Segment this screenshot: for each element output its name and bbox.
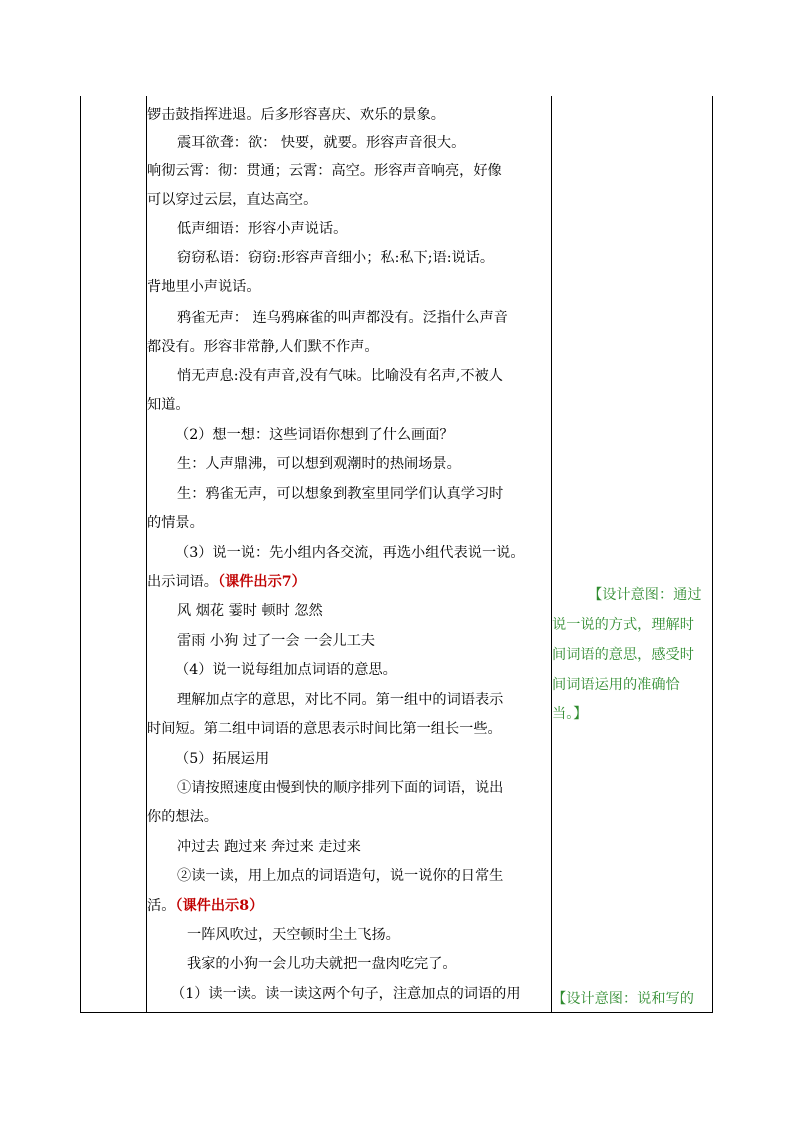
text-line: [147, 808, 218, 826]
text-line: [147, 897, 263, 915]
text-line: [147, 720, 502, 738]
text-line-content: 窃窃私语：窃窃:形容声音细小；私:私下;语:说话。: [177, 250, 495, 266]
text-line-content: （5）拓展运用: [175, 751, 270, 767]
text-line: [175, 544, 525, 562]
text-line: [177, 602, 323, 620]
table-divider-1: [146, 96, 147, 1013]
text-line: [177, 455, 461, 473]
text-line-content: （1）读一读。读一读这两个句子，注意加点的词语的用: [171, 986, 521, 1002]
table-border-right: [712, 96, 713, 1013]
text-line-content: 低声细语：形容小声说话。: [177, 221, 348, 237]
courseware-tag: （课件出示8）: [175, 898, 264, 914]
text-line: [187, 926, 400, 944]
text-line: [177, 134, 465, 152]
design-intent-line: 【设计意图：说和写的: [552, 991, 694, 1007]
text-line-content: ②读一读，用上加点的词语造句，说一说你的日常生: [177, 868, 504, 884]
text-line-content: （4）说一说每组加点词语的意思。: [175, 662, 397, 678]
text-line-content: 活。: [147, 898, 176, 914]
text-line: [177, 691, 503, 709]
text-line-content: 冲过去 跑过来 奔过来 走过来: [177, 839, 361, 855]
design-intent-line: 当。】: [552, 706, 588, 722]
text-line: [147, 106, 445, 124]
text-line-content: 可以穿过云层，直达高空。: [147, 192, 318, 208]
text-line-content: （2）想一想：这些词语你想到了什么画面？: [175, 427, 454, 443]
text-line-content: 锣击鼓指挥进退。后多形容喜庆、欢乐的景象。: [147, 107, 445, 123]
text-line-content: 背地里小声说话。: [147, 279, 261, 295]
text-line-content: 生：鸦雀无声，可以想象到教室里同学们认真学习时: [177, 486, 504, 502]
text-line: [147, 338, 379, 356]
text-line-content: 理解加点字的意思，对比不同。第一组中的词语表示: [177, 692, 504, 708]
text-line: [177, 367, 503, 385]
text-line-content: ①请按照速度由慢到快的顺序排列下面的词语，说出: [177, 780, 504, 796]
text-line: [177, 838, 361, 856]
text-line: [175, 750, 269, 768]
text-line-content: （3）说一说：先小组内各交流，再选小组代表说一说。: [175, 545, 525, 561]
text-line: [147, 573, 306, 591]
text-line-content: 的情景。: [147, 515, 204, 531]
text-line: [177, 485, 503, 503]
text-line-content: 鸦雀无声： 连乌鸦麻雀的叫声都没有。泛指什么声音: [177, 310, 508, 326]
courseware-tag: （课件出示7）: [217, 574, 306, 590]
design-intent-line: 间词语运用的准确恰: [552, 677, 680, 693]
text-line-content: 我家的小狗一会儿功夫就把一盘肉吃完了。: [187, 956, 457, 972]
text-line-content: 一阵风吹过，天空顿时尘土飞扬。: [187, 927, 400, 943]
design-intent-line: 说一说的方式，理解时: [552, 617, 694, 633]
text-line: [171, 985, 521, 1003]
text-line: [177, 249, 494, 267]
text-line: [177, 220, 347, 238]
text-line: [147, 396, 190, 414]
text-line-content: 响彻云霄：彻：贯通；云霄：高空。形容声音响亮，好像: [147, 163, 502, 179]
text-line-content: 你的想法。: [147, 809, 218, 825]
design-intent-line: 【设计意图：通过: [588, 587, 702, 603]
text-line: [175, 661, 397, 679]
text-line-content: 悄无声息:没有声音,没有气味。比喻没有名声,不被人: [177, 368, 503, 384]
text-line-content: 知道。: [147, 397, 190, 413]
table-border-bottom: [80, 1012, 713, 1013]
table-border-left: [80, 96, 81, 1013]
text-line-content: 生：人声鼎沸，可以想到观潮时的热闹场景。: [177, 456, 461, 472]
text-line: [147, 278, 261, 296]
text-line: [175, 426, 454, 444]
text-line: [177, 632, 375, 650]
text-line: [147, 191, 317, 209]
text-line-content: 震耳欲聋：欲： 快要，就要。形容声音很大。: [177, 135, 466, 151]
text-line: [147, 514, 204, 532]
text-line: [177, 867, 503, 885]
text-line-content: 时间短。第二组中词语的意思表示时间比第一组长一些。: [147, 721, 502, 737]
text-line: [177, 309, 508, 327]
table-divider-2: [551, 96, 552, 1013]
design-intent-line: 间词语的意思，感受时: [552, 647, 694, 663]
text-line-content: 风 烟花 霎时 顿时 忽然: [177, 603, 323, 619]
lesson-table: [80, 96, 713, 1013]
text-line-content: 出示词语。: [147, 574, 218, 590]
text-line: [177, 779, 503, 797]
text-line: [187, 955, 457, 973]
text-line-content: 都没有。形容非常静,人们默不作声。: [147, 339, 379, 355]
text-line: [147, 162, 502, 180]
text-line-content: 雷雨 小狗 过了一会 一会儿工夫: [177, 633, 375, 649]
